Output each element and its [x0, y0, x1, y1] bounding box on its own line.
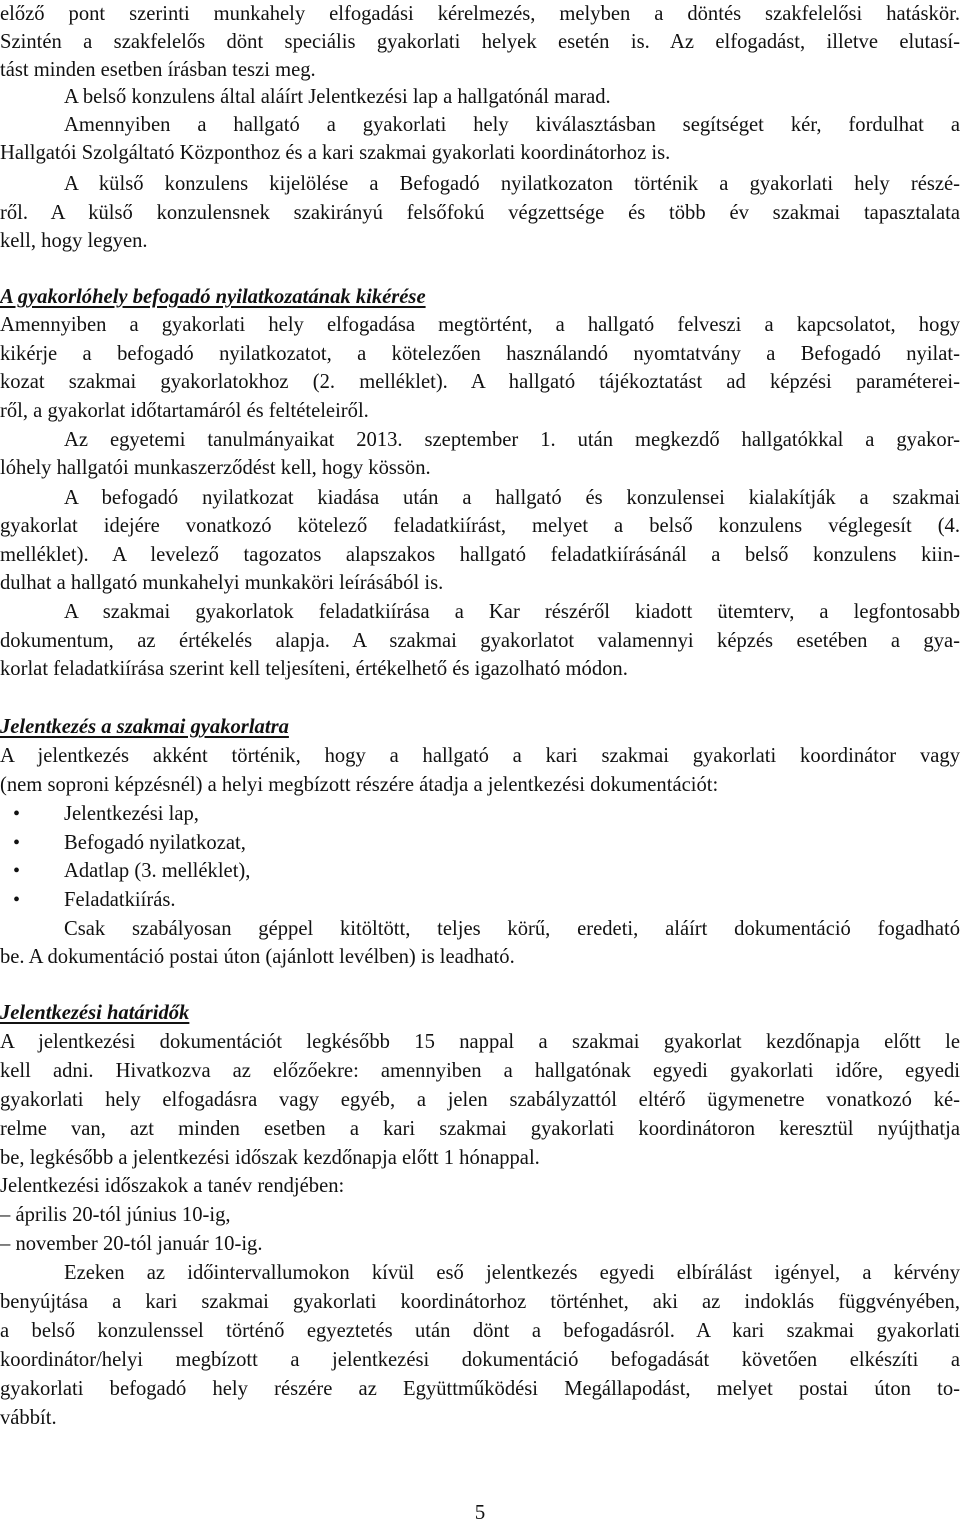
text-line: A befogadó nyilatkozat kiadása után a hallgató és konzulensei kialakítják a szakmai [64, 487, 960, 509]
text-line: kell, hogy legyen. [0, 230, 148, 252]
text-line: Ezeken az időintervallumokon kívül eső jelentkezés egyedi elbírálást igényel, a kérvény [64, 1262, 960, 1284]
section-heading: Jelentkezés a szakmai gyakorlatra [0, 716, 289, 738]
text-line: dokumentum, az értékelés alapja. A szakmai gyakorlatot valamennyi képzés esetében a gya- [0, 630, 960, 652]
text-line: Amennyiben a gyakorlati hely elfogadása megtörtént, a hallgató felveszi a kapcsolatot, hogy [0, 314, 960, 336]
bullet-marker: • [13, 803, 21, 825]
text-line: kozat szakmai gyakorlatokhoz (2. melléklet). A hallgató tájékoztatást ad képzési paraméterei- [0, 371, 960, 393]
text-line: Hallgatói Szolgáltató Központhoz és a kari szakmai gyakorlati koordinátorhoz is. [0, 142, 671, 164]
text-line: Az egyetemi tanulmányaikat 2013. szeptember 1. után megkezdő hallgatókkal a gyakor- [64, 429, 960, 451]
bullet-marker: • [13, 832, 21, 854]
text-line: a belső konzulenssel történő egyeztetés után dönt a befogadásról. A kari szakmai gyakorlati [0, 1320, 960, 1342]
text-line: gyakorlat idejére vonatkozó kötelező feladatkiírást, melyet a belső konzulens véglegesít (4. [0, 515, 960, 537]
text-line: gyakorlati hely elfogadásra vagy egyéb, a jelen szabályzattól eltérő ügymenetre vonatkozó ké- [0, 1089, 960, 1111]
text-line: benyújtása a kari szakmai gyakorlati koordinátorhoz történhet, aki az indoklás függvényében, [0, 1291, 960, 1313]
text-line: relme van, azt minden esetben a kari szakmai gyakorlati koordinátoron keresztül nyújthatja [0, 1118, 960, 1140]
page-number: 5 [474, 1500, 486, 1524]
text-line: tást minden esetben írásban teszi meg. [0, 59, 316, 81]
text-line: A szakmai gyakorlatok feladatkiírása a Kar részéről kiadott ütemterv, a legfontosabb [64, 601, 960, 623]
list-item: – november 20-tól január 10-ig. [0, 1233, 263, 1255]
text-line: Szintén a szakfelelős dönt speciális gyakorlati helyek esetén is. Az elfogadást, illetve elutasí- [0, 31, 960, 53]
text-line: előző pont szerinti munkahely elfogadási kérelmezés, melyben a döntés szakfelelősi hatáskör. [0, 3, 960, 25]
section-heading: Jelentkezési határidők [0, 1002, 190, 1024]
text-line: A jelentkezés akként történik, hogy a hallgató a kari szakmai gyakorlati koordinátor vagy [0, 745, 960, 767]
text-line: lóhely hallgatói munkaszerződést kell, hogy kössön. [0, 457, 431, 479]
text-line: Amennyiben a hallgató a gyakorlati hely kiválasztásban segítséget kér, fordulhat a [64, 114, 960, 136]
text-line: ről, a gyakorlat időtartamáról és feltételeiről. [0, 400, 369, 422]
section-heading: A gyakorlóhely befogadó nyilatkozatának kikérése [0, 286, 426, 308]
list-item: Adatlap (3. melléklet), [64, 860, 251, 882]
text-line: kikérje a befogadó nyilatkozatot, a kötelezően használandó nyomtatvány a Befogadó nyilat- [0, 343, 960, 365]
bullet-marker: • [13, 889, 21, 911]
text-line: be. A dokumentáció postai úton (ajánlott levélben) is leadható. [0, 946, 515, 968]
text-line: koordinátor/helyi megbízott a jelentkezési dokumentáció befogadását követően elkészíti a [0, 1349, 960, 1371]
list-item: Jelentkezési lap, [64, 803, 199, 825]
text-line: A jelentkezési dokumentációt legkésőbb 15 nappal a szakmai gyakorlat kezdőnapja előtt le [0, 1031, 960, 1053]
text-line: melléklet). A levelező tagozatos alapszakos hallgató feladatkiírásánál a belső konzulens kiin- [0, 544, 960, 566]
text-line: vábbít. [0, 1407, 57, 1429]
list-item: Befogadó nyilatkozat, [64, 832, 246, 854]
list-item: Feladatkiírás. [64, 889, 176, 911]
text-line: dulhat a hallgató munkahelyi munkaköri leírásából is. [0, 572, 444, 594]
text-line: ről. A külső konzulensnek szakirányú felsőfokú végzettsége és több év szakmai tapasztalata [0, 202, 960, 224]
list-item: – április 20-tól június 10-ig, [0, 1204, 231, 1226]
text-line: be, legkésőbb a jelentkezési időszak kezdőnapja előtt 1 hónappal. [0, 1147, 540, 1169]
text-line: gyakorlati befogadó hely részére az Együttműködési Megállapodást, melyet postai úton to- [0, 1378, 960, 1400]
text-line: (nem soproni képzésnél) a helyi megbízott részére átadja a jelentkezési dokumentációt: [0, 774, 719, 796]
text-line: kell adni. Hivatkozva az előzőekre: amennyiben a hallgatónak egyedi gyakorlati időre, egyedi [0, 1060, 960, 1082]
text-line: Jelentkezési időszakok a tanév rendjében: [0, 1175, 345, 1197]
bullet-marker: • [13, 860, 21, 882]
text-line: A külső konzulens kijelölése a Befogadó nyilatkozaton történik a gyakorlati hely részé- [64, 173, 960, 195]
text-line: A belső konzulens által aláírt Jelentkezési lap a hallgatónál marad. [64, 86, 611, 108]
text-line: korlat feladatkiírása szerint kell teljesíteni, értékelhető és igazolható módon. [0, 658, 628, 680]
text-line: Csak szabályosan géppel kitöltött, teljes körű, eredeti, aláírt dokumentáció fogadható [64, 918, 960, 940]
